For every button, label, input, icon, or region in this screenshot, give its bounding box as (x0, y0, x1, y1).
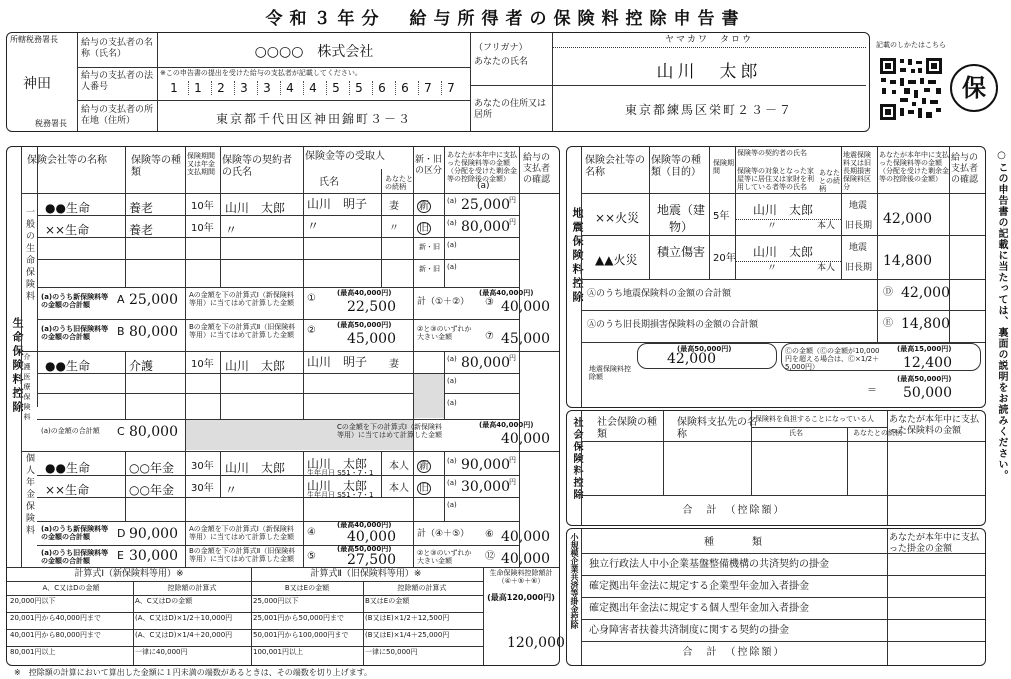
A-formula: Aの金額を下の計算式Ⅰ（新保険料等用）に当てはめて計算した金額 (189, 291, 294, 307)
quake-kind-1[interactable]: 地震 (849, 243, 868, 253)
newold-selector[interactable] (417, 483, 431, 495)
total-value: 120,000 (507, 635, 565, 651)
corp-no-digit: 6 (395, 81, 414, 95)
yen-mark: 円 (509, 196, 516, 204)
f1-formula: (A、C又はD)×1/4＋20,000円 (135, 631, 233, 639)
social-insurance-block (566, 410, 986, 526)
newold-selector[interactable] (417, 461, 431, 473)
life-period: 30年 (191, 461, 214, 472)
corp-no-digit: 4 (303, 81, 322, 95)
col-holder: 保険等の契約者の氏名 (222, 155, 292, 178)
corp-no-digits (165, 81, 465, 97)
C-formula: Cの金額を下の計算式Ⅰ（新保険料等用）に当てはめて計算した金額 (337, 423, 442, 439)
a-mark: (a) (447, 219, 457, 227)
a-mark: (a) (447, 241, 457, 249)
small-item: 確定拠出年金法に規定する個人型年金加入者掛金 (589, 603, 809, 614)
side-note: ○この申告書の記載に当たっては、裏面の説明をお読みください。 (996, 150, 1007, 481)
f-head-a: A、C又はDの金額 (42, 584, 100, 592)
C-label: (a)の金額の合計額 (41, 427, 100, 435)
footnote: ※ 控除額の計算において算出した金額に１円未満の端数があるときは、その端数を切り上げます。 (14, 668, 373, 677)
corp-no-digit: 7 (441, 81, 460, 95)
tax-office-label: 所轄税務署長 (10, 35, 58, 44)
life-relation: 妻 (389, 359, 399, 370)
D-value: 90,000 (129, 526, 178, 542)
col-a: (a) (477, 181, 490, 191)
life-insurance-block: 生命保険料控除 保険会社等の名称 保険等の種類 保険期間又は年金支払期間 保険等の契約者の氏名 保険金等の受取人 氏名 あなたとの続柄 新・旧の区分 あなたが本年中に支払った保険料等の金額（分配を受けた剰余金等の控除後の金額） (a) 給与の支払者の確認 一般の生命保険料 (a)のうち新保険料等の金額の合計額 A 25,000 Aの金額を下の計算式Ⅰ（新保険料等用）に当てはめて計算した金額 ① (最高40,000円) 22,500 計（①＋②） ③ (最高40,000円) 40,000 (a)のうち旧保険料等の金額の合計額 B 80,000 Bの金額を下の計算式Ⅱ（旧保険料等用）に当てはめて計算した金額 ② (最高50,000円) 45,000 ②と③のいずれか大きい金額 ⑦ 45,000 介護医療保険料 (a)の金額の合計額 C 80,000 Cの金額を下の計算式Ⅰ（新保険料等用）に当てはめて計算した金額 (最高40,000円) 40,000 個人年金保険料 (a)のうち新保険料等の金額の合計額 D 90,000 Aの金額を下の計算式Ⅰ（新保険料等用）に当てはめて計算した金額 ④ (最高40,000円) 40,000 計（④＋⑤） ⑥ 40,000 (a)のうち旧保険料等の金額の合計額 E 30,000 Bの金額を下の計算式Ⅱ（旧保険料等用）に当てはめて計算した金額 ⑤ (最高50,000円) 27,500 ②と③のいずれか大きい金額 ⑫ 40,000 計算式Ⅰ（新保険料等用）※ 計算式Ⅱ（旧保険料等用）※ 生命保険料控除額計（④＋⑤＋⑥） (最高120,000円) 120,000 A、C又はDの金額 控除額の計算式 B又はEの金額 控除額の計算式 ●●生命 養老 10年 山川 太郎 山川 明子 妻 新 (a) 25,000 円 ××生命 養老 10年 〃 〃 〃 旧 (a) 80,000 円 新・旧 (a) 新・旧 (a) ●●生命 介護 10年 山川 太郎 山川 明子 妻 (a) 80,000 円 (a) (a) ●●生命 ○○年金 30年 山川 太郎 山川 太郎 生年月日 S51・7・1 本人 新 (a) 90,000 円 ××生命 ○○年金 30年 〃 山川 太郎 生年月日 S51・7・1 本人 旧 (a) 30,000 円 (a) 20,000円以下 A、C又はDの金額 20,001円から40,000円まで (A、C又はD)×1/2＋10,000円 40,001円から80,000円まで (A、C又はD)×1/4＋20,000円 80,001円以上 一律に40,000円 25,000円以下 B又はEの金額 25,001円から50,000円まで (B又はE)×1/2＋12,500円 50,001円から100,000円まで (B又はE)×1/4＋25,000円 100,001円以上 一律に50,000円 (6, 146, 560, 666)
small-enterprise-block (566, 528, 986, 666)
quake-occupant: 〃 (767, 221, 777, 232)
earthquake-block: 地震保険料控除 保険会社等の名称 保険等の種類（目的） 保険期間 保険等の契約者の氏名 保険等の対象となった家屋等に居住又は家財を利用している者等の氏名 あなたとの続柄 地震保険料又は旧長期損害保険料区分 あなたが本年中に支払った保険料等の金額（分配を受けた剰余金等の控除後の金額） 給与の支払者の確認 Ⓐのうち地震保険料の金額の合計額 Ⓓ 42,000 Ⓐのうち旧長期損害保険料の金額の合計額 Ⓔ 14,800 地震保険料控除額 (最高50,000円) 42,000 Ⓒの金額（Ⓒの金額が10,000円を超える場合は、Ⓒ×1/2＋5,000円） (最高15,000円) 12,400 (最高50,000円) 50,000 ＝ ××火災 地震（建物） 5年 山川 太郎 〃 本人 地震 旧長期 42,000 ▲▲火災 積立傷害 20年 山川 太郎 〃 本人 地震 旧長期 14,800 (566, 146, 986, 408)
f2-formula: B又はEの金額 (365, 597, 410, 605)
q-col-kind: 地震保険料又は旧長期損害保険料区分 (843, 151, 871, 191)
social-total-label: 合 計 （控除額） (682, 505, 786, 516)
payer-name-label: 給与の支払者の名称（氏名） (81, 38, 154, 59)
small-item: 心身障害者扶養共済制度に関する契約の掛金 (589, 625, 789, 636)
quake-kind-2[interactable]: 旧長期 (845, 263, 873, 273)
life-period: 30年 (191, 483, 214, 494)
q-calc-e: 12,400 (903, 355, 952, 371)
f1-amount: 20,000円以下 (10, 597, 56, 605)
s-col-payee: 保険料支払先の名称 (677, 417, 757, 440)
furigana-value: ヤマカワ タロウ (664, 35, 753, 45)
sum-value: 40,000 (501, 299, 550, 315)
quake-relation: 本人 (817, 221, 836, 231)
a-mark: (a) (447, 197, 457, 205)
life-holder: 山川 太郎 (225, 201, 286, 215)
q-col-type: 保険等の種類（目的） (651, 155, 701, 178)
B-formula: Bの金額を下の計算式Ⅱ（旧保険料等用）に当てはめて計算した金額 (189, 323, 296, 339)
life-recipient: 山川 明子 (307, 355, 368, 369)
corp-no-note: ※この申告書の提出を受けた給与の支払者が記載してください。 (160, 69, 362, 77)
quake-period: 5年 (713, 211, 730, 222)
quake-kind-1[interactable]: 地震 (849, 201, 868, 211)
life-recipient: 山川 明子 (307, 197, 368, 211)
total-label: 生命保険料控除額計（④＋⑤＋⑥） (489, 569, 553, 585)
life-type: 養老 (129, 201, 154, 215)
col-recipient-name: 氏名 (319, 177, 339, 188)
header-block (6, 32, 870, 132)
E-max: (最高50,000円) (337, 545, 392, 553)
quake-amount: 14,800 (883, 253, 932, 269)
f1-amount: 20,001円から40,000円まで (10, 614, 101, 622)
q-d-value: 42,000 (901, 285, 950, 301)
quake-relation: 本人 (817, 263, 836, 273)
f2-amount: 50,001円から100,000円まで (253, 631, 349, 639)
furigana-label: （フリガナ） (474, 43, 528, 53)
col-relation: あなたとの続柄 (385, 175, 413, 191)
life-recipient: 山川 太郎 (307, 479, 368, 493)
q-calc-e-max: (最高15,000円) (897, 345, 952, 353)
corp-no-digit: 4 (280, 81, 299, 95)
col-company: 保険会社等の名称 (27, 155, 107, 166)
q-deduct-label: 地震保険料控除額 (589, 365, 631, 381)
quake-section-label: 地震保険料控除 (571, 207, 584, 305)
addr-label: あなたの住所又は居所 (474, 99, 547, 120)
pension-label: 個人年金保険料 (24, 453, 34, 537)
life-amount: 80,000 (461, 355, 510, 371)
q-e-label: Ⓐのうち旧長期損害保険料の金額の合計額 (587, 320, 759, 330)
f2-amount: 25,000円以下 (253, 597, 299, 605)
q-col-occupant: 保険等の対象となった家屋等に居住又は家財を利用している者等の氏名 (737, 167, 814, 191)
quake-period: 20年 (713, 253, 736, 264)
f1-amount: 40,001円から80,000円まで (10, 631, 101, 639)
E-value: 30,000 (129, 548, 178, 564)
f-head-b: 控除額の計算式 (167, 584, 217, 592)
f-head-d: 控除額の計算式 (397, 584, 447, 592)
q-calc-d: 42,000 (667, 351, 716, 367)
corp-no-digit: 7 (418, 81, 437, 95)
B-value: 80,000 (129, 324, 178, 340)
quake-type: 積立傷害 (656, 245, 705, 259)
corp-no-label: 給与の支払者の法人番号 (81, 71, 154, 92)
newold-selected: 旧 (419, 223, 429, 234)
big-value: 45,000 (501, 331, 550, 347)
life-amount: 90,000 (461, 457, 510, 473)
col-type: 保険等の種類 (131, 155, 181, 178)
life-relation: 本人 (389, 461, 409, 472)
life-section-label: 生命保険料控除 (11, 317, 24, 415)
life-birth: 生年月日 S51・7・1 (307, 469, 374, 477)
col-newold: 新・旧の区分 (415, 155, 443, 176)
total-max: (最高120,000円) (487, 593, 555, 602)
payer-addr-label: 給与の支払者の所在地（住所） (81, 105, 154, 126)
D-max: (最高40,000円) (337, 521, 392, 529)
addr-value: 東京都練馬区栄町２３－７ (624, 103, 793, 117)
C-calc: 40,000 (501, 431, 550, 447)
life-birth: 生年月日 S51・7・1 (307, 491, 374, 499)
s-col-amount: あなたが本年中に支払った保険料の金額 (889, 415, 980, 436)
life-type: ○○年金 (129, 483, 174, 497)
general-label: 一般の生命保険料 (24, 207, 34, 303)
D-label: (a)のうち新保険料等の金額の合計額 (41, 525, 109, 541)
col-amount: あなたが本年中に支払った保険料等の金額（分配を受けた剰余金等の控除後の金額） (447, 151, 517, 183)
qr-note: 記載のしかたはこちら (876, 41, 946, 49)
a-mark: (a) (447, 501, 457, 509)
newold-blank[interactable]: 新・旧 (419, 243, 440, 251)
col-confirm: 給与の支払者の確認 (523, 153, 551, 185)
life-holder: 山川 太郎 (225, 359, 286, 373)
q-d-label: Ⓐのうち地震保険料の金額の合計額 (587, 289, 732, 299)
q-col-confirm: 給与の支払者の確認 (951, 153, 979, 185)
name-value: 山川 太郎 (656, 62, 762, 82)
sum-max: (最高40,000円) (479, 289, 534, 297)
a-mark: (a) (447, 377, 457, 385)
life-relation: 妻 (389, 201, 399, 212)
a-mark: (a) (447, 355, 457, 363)
q-calc-d-max: (最高50,000円) (677, 345, 732, 353)
formula1-title: 計算式Ⅰ（新保険料等用）※ (74, 569, 184, 579)
qr-code-icon[interactable] (878, 56, 944, 122)
newold-selector[interactable] (417, 223, 431, 235)
quake-type: 地震（建物） (656, 203, 705, 234)
life-recipient: 〃 (307, 219, 320, 233)
corp-no-digit: 3 (257, 81, 276, 95)
calc2-max: (最高50,000円) (337, 321, 392, 329)
small-item: 独立行政法人中小企業基盤整備機構の共済契約の掛金 (589, 559, 829, 570)
big-label: ②と③のいずれか大きい金額 (417, 325, 472, 341)
corp-no-digit: 6 (372, 81, 391, 95)
life-amount: 25,000 (461, 197, 510, 213)
a-mark: (a) (447, 457, 457, 465)
life-period: 10年 (191, 359, 214, 370)
f2-amount: 100,001円以上 (253, 648, 303, 656)
small-section-label: 小規模企業共済等掛金控除 (570, 533, 579, 629)
life-recipient: 山川 太郎 (307, 457, 368, 471)
q-col-holder: 保険等の契約者の氏名 (737, 149, 807, 157)
f1-formula: A、C又はDの金額 (135, 597, 193, 605)
f2-formula: 一律に50,000円 (365, 648, 418, 656)
life-company: ●●生命 (45, 201, 90, 215)
calc1-value: 22,500 (347, 299, 396, 315)
yen-mark: 円 (509, 478, 516, 486)
A-label: (a)のうち新保険料等の金額の合計額 (41, 293, 109, 309)
C-value: 80,000 (129, 424, 178, 440)
tax-office-suffix: 税務署長 (35, 119, 67, 128)
f2-amount: 25,001円から50,000円まで (253, 614, 344, 622)
life-company: ●●生命 (45, 461, 90, 475)
small-total-label: 合 計 （控除額） (682, 647, 786, 658)
corp-no-digit: 2 (211, 81, 230, 95)
C-max: (最高40,000円) (479, 421, 534, 429)
life-period: 10年 (191, 201, 214, 212)
formula2-title: 計算式Ⅱ（旧保険料等用）※ (310, 569, 422, 579)
E-big: 40,000 (501, 551, 550, 567)
q-col-relation: あなたとの続柄 (819, 169, 840, 193)
care-label: 介護医療保険料 (23, 353, 31, 423)
col-period: 保険期間又は年金支払期間 (187, 152, 215, 176)
a-mark: (a) (447, 263, 457, 271)
newold-selector[interactable] (417, 201, 431, 213)
newold-selected: 新 (419, 201, 429, 212)
life-relation: 〃 (389, 223, 399, 234)
life-holder: 〃 (225, 223, 238, 237)
life-amount: 30,000 (461, 479, 510, 495)
quake-company: ▲▲火災 (595, 253, 638, 267)
name-label: あなたの氏名 (474, 57, 529, 67)
B-label: (a)のうち旧保険料等の金額の合計額 (41, 325, 109, 341)
life-period: 10年 (191, 223, 214, 234)
q-deduct-value: 50,000 (903, 385, 952, 401)
corp-no-digit: 1 (170, 81, 178, 95)
f-head-c: B又はEの金額 (284, 584, 330, 592)
small-head-amount: あなたが本年中に支払った掛金の金額 (889, 533, 980, 554)
quake-kind-2[interactable]: 旧長期 (845, 221, 873, 231)
life-holder: 〃 (225, 483, 238, 497)
life-company: ●●生命 (45, 359, 90, 373)
corp-no-digit: 5 (349, 81, 368, 95)
newold-selected: 旧 (419, 483, 429, 494)
yen-mark: 円 (509, 456, 516, 464)
quake-holder: 山川 太郎 (753, 245, 814, 259)
life-holder: 山川 太郎 (225, 461, 286, 475)
s-col-name: 氏名 (789, 429, 803, 437)
q-deduct-max: (最高50,000円) (897, 375, 952, 383)
yen-mark: 円 (509, 354, 516, 362)
newold-selected: 新 (419, 461, 429, 472)
D-sum: 40,000 (501, 529, 550, 545)
f2-formula: (B又はE)×1/2＋12,500円 (365, 614, 450, 622)
quake-amount: 42,000 (883, 211, 932, 227)
quake-holder: 山川 太郎 (753, 203, 814, 217)
E-formula: Bの金額を下の計算式Ⅱ（旧保険料等用）に当てはめて計算した金額 (189, 547, 296, 563)
life-amount: 80,000 (461, 219, 510, 235)
E-calc: 27,500 (347, 552, 396, 568)
q-calc-e-note: Ⓒの金額（Ⓒの金額が10,000円を超える場合は、Ⓒ×1/2＋5,000円） (785, 347, 880, 371)
small-head-type: 種 類 (704, 537, 764, 548)
quake-occupant: 〃 (767, 263, 777, 274)
a-mark: (a) (447, 479, 457, 487)
s-col-burden: 保険料を負担することになっている人 (755, 415, 874, 423)
D-calc: 40,000 (347, 529, 396, 545)
col-recipient: 保険金等の受取人 (305, 151, 385, 162)
life-type: 介護 (129, 359, 154, 373)
payer-addr-value: 東京都千代田区神田錦町３－３ (215, 112, 412, 126)
s-col-relation: あなたとの続柄 (853, 429, 902, 437)
hoken-seal: 保 (950, 64, 998, 112)
f1-amount: 80,001円以上 (10, 648, 56, 656)
q-col-amount: あなたが本年中に支払った保険料等の金額（分配を受けた剰余金等の控除後の金額） (879, 151, 949, 183)
form-title: 令和３年分 給与所得者の保険料控除申告書 (265, 9, 746, 29)
q-e-value: 14,800 (901, 316, 950, 332)
life-company: ××生命 (45, 223, 90, 237)
a-mark: (a) (447, 399, 457, 407)
life-company: ××生命 (45, 483, 90, 497)
q-col-company: 保険会社等の名称 (585, 155, 645, 178)
f1-formula: 一律に40,000円 (135, 648, 188, 656)
A-value: 25,000 (129, 292, 178, 308)
D-formula: Aの金額を下の計算式Ⅰ（新保険料等用）に当てはめて計算した金額 (189, 525, 294, 541)
life-relation: 本人 (389, 483, 409, 494)
calc1-max: (最高40,000円) (337, 289, 392, 297)
calc2-value: 45,000 (347, 331, 396, 347)
payer-name-value: ○○○○ 株式会社 (254, 44, 374, 60)
s-col-type: 社会保険の種類 (597, 417, 657, 440)
small-item: 確定拠出年金法に規定する企業型年金加入者掛金 (589, 581, 809, 592)
corp-no-digit: 3 (234, 81, 253, 95)
E-label: (a)のうち旧保険料等の金額の合計額 (41, 549, 109, 565)
f2-formula: (B又はE)×1/4＋25,000円 (365, 631, 450, 639)
life-type: ○○年金 (129, 461, 174, 475)
q-col-period: 保険期間 (713, 159, 734, 175)
newold-blank[interactable]: 新・旧 (419, 265, 440, 273)
corp-no-digit: 5 (326, 81, 345, 95)
f1-formula: (A、C又はD)×1/2＋10,000円 (135, 614, 233, 622)
quake-company: ××火災 (595, 211, 640, 225)
social-section-label: 社会保険料控除 (571, 417, 582, 501)
yen-mark: 円 (509, 218, 516, 226)
corp-no-digit: 1 (188, 81, 207, 95)
E-big-label: ②と③のいずれか大きい金額 (417, 549, 472, 565)
tax-office-value: 神田 (23, 76, 51, 92)
D-sum-label: 計（④＋⑤） (417, 529, 470, 539)
life-type: 養老 (129, 223, 154, 237)
sum-label: 計（①＋②） (417, 297, 470, 307)
